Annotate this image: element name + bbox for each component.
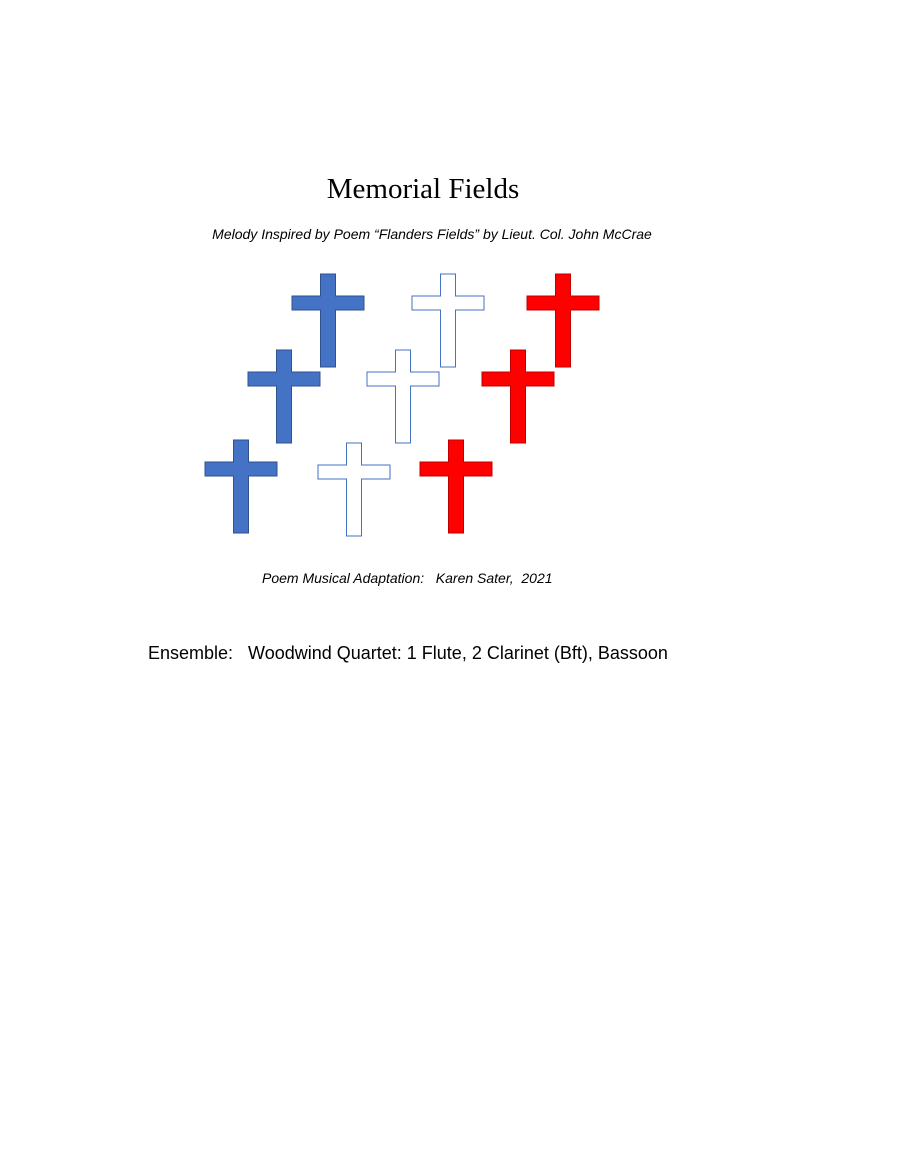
cross-icon-blue	[248, 350, 320, 443]
adaptation-credit: Poem Musical Adaptation: Karen Sater, 2021	[262, 570, 553, 586]
cross-icon-white	[318, 443, 390, 536]
cross-icon-red	[482, 350, 554, 443]
subtitle: Melody Inspired by Poem “Flanders Fields” by Lieut. Col. John McCrae	[212, 226, 652, 242]
cross-icon-blue	[292, 274, 364, 367]
cross-icon-red	[527, 274, 599, 367]
ensemble-line: Ensemble: Woodwind Quartet: 1 Flute, 2 Clarinet (Bft), Bassoon	[148, 643, 668, 663]
cross-icon-red	[420, 440, 492, 533]
cross-icon-white	[412, 274, 484, 367]
page-title: Memorial Fields	[326, 173, 520, 205]
cross-icon-blue	[205, 440, 277, 533]
cross-icon-white	[367, 350, 439, 443]
